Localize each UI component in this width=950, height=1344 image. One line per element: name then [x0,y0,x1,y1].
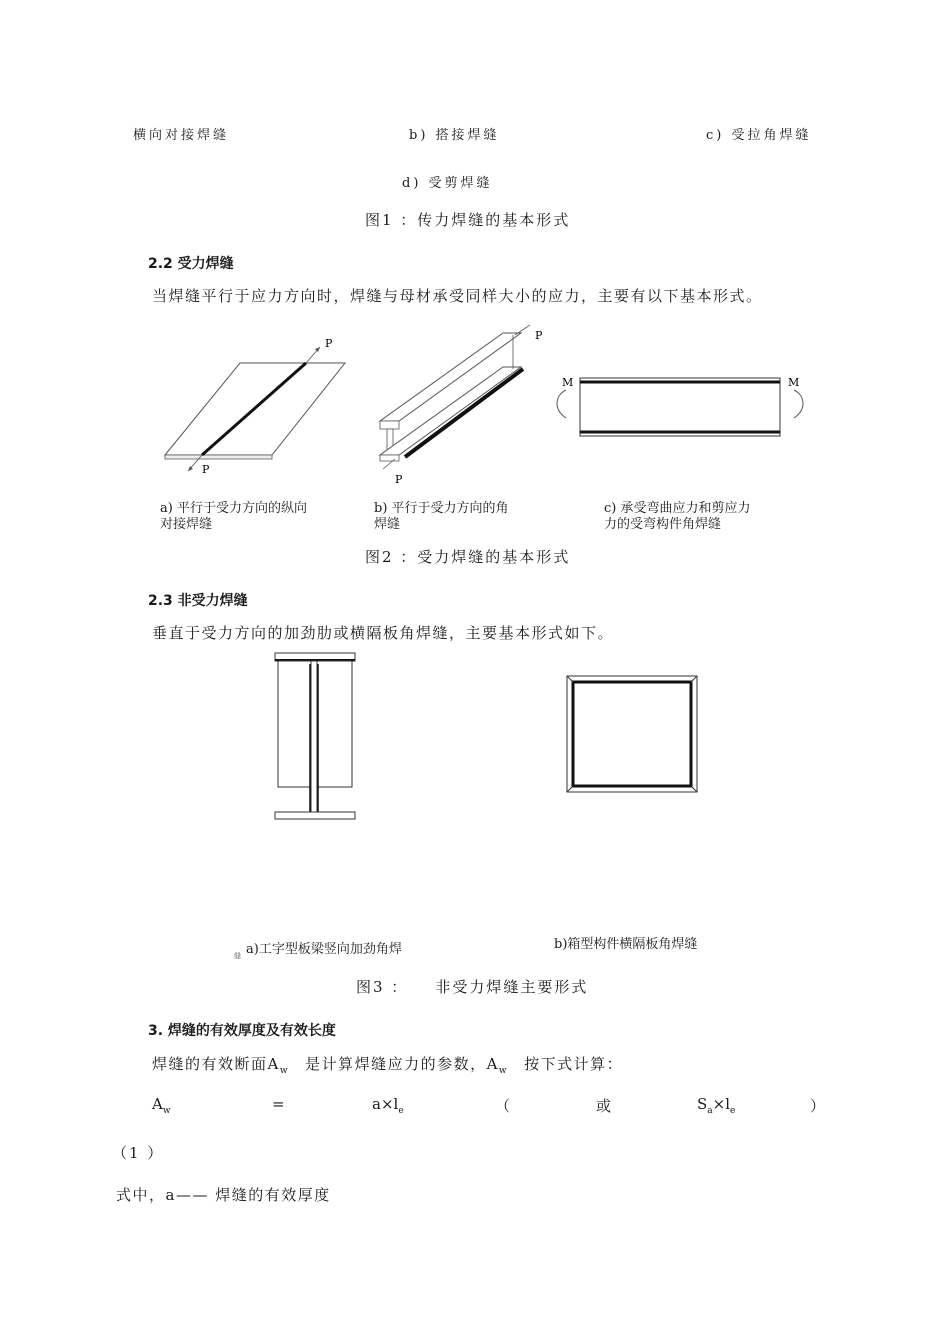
fig2-caption-a: a) 平行于受力方向的纵向 对接焊缝 [160,501,307,532]
fig1-title: 图1 ：传力焊缝的基本形式 [365,211,571,229]
fig1-caption-b: b) 搭接焊缝 [409,128,500,143]
equation-number: （1 ） [112,1144,165,1162]
section-2-2-heading: 2.2 受力焊缝 [148,256,234,272]
section-3-text [152,1053,623,1076]
formula-close-paren: ） [810,1097,826,1115]
fig2-drawing-a [160,335,360,480]
fig3-caption-a: a)工字型板梁竖向加劲角焊 [246,942,402,957]
fig3-caption-b: b)箱型构件横隔板角焊缝 [554,937,698,952]
fig3-caption-a-mark: 缝 [234,952,241,960]
section-2-2-text: 当焊缝平行于应力方向时，焊缝与母材承受同样大小的应力，主要有以下基本形式。 [152,287,763,305]
section-3-text-sub1: w [279,1066,290,1076]
formula-or: 或 [596,1097,612,1115]
fig2-drawing-b [375,325,555,485]
section-2-3-heading: 2.3 非受力焊缝 [148,593,248,609]
fig3-drawing-a [270,650,360,825]
section-2-3-text: 垂直于受力方向的加劲肋或横隔板角焊缝，主要基本形式如下。 [152,624,615,642]
fig2-label-m-right: M [788,376,800,389]
fig2-drawing-c [540,370,820,445]
fig2-caption-b: b) 平行于受力方向的角 焊缝 [374,501,509,532]
section-3-text-part1: 焊缝的有效断面A [152,1055,280,1073]
fig1-caption-d: d) 受剪焊缝 [402,176,493,191]
formula-open-paren: （ [495,1097,511,1115]
fig2-caption-c: c) 承受弯曲应力和剪应力 力的受弯构件角焊缝 [604,501,751,532]
fig2-label-p-top-b: P [535,329,543,342]
section-3-heading: 3. 焊缝的有效厚度及有效长度 [148,1023,336,1039]
fig2-label-m-left: M [562,376,574,389]
fig2-label-p-top: P [325,337,333,350]
fig2-label-p-bottom-b: P [395,473,403,485]
formula-equals: = [272,1095,285,1113]
formula-lhs: $A_w$ [152,1095,171,1116]
fig1-caption-a: 横向对接焊缝 [133,128,230,143]
fig1-caption-c: c) 受拉角焊缝 [706,128,812,143]
formula-term2: $S_a\times l_e$ [697,1095,736,1116]
fig3-title: 图3 ： 非受力焊缝主要形式 [356,978,589,996]
section-3-text-sub2: w [498,1066,509,1076]
where-definition: 式中，a—— 焊缝的有效厚度 [116,1186,331,1204]
fig2-title: 图2 ：受力焊缝的基本形式 [365,548,571,566]
section-3-text-part2: 是计算焊缝应力的参数，A [305,1055,499,1073]
section-3-text-part3: 按下式计算： [524,1055,624,1073]
fig3-drawing-b [563,672,701,796]
formula-term1: $a\times l_e$ [372,1095,404,1116]
fig2-label-p-bottom: P [202,463,210,476]
